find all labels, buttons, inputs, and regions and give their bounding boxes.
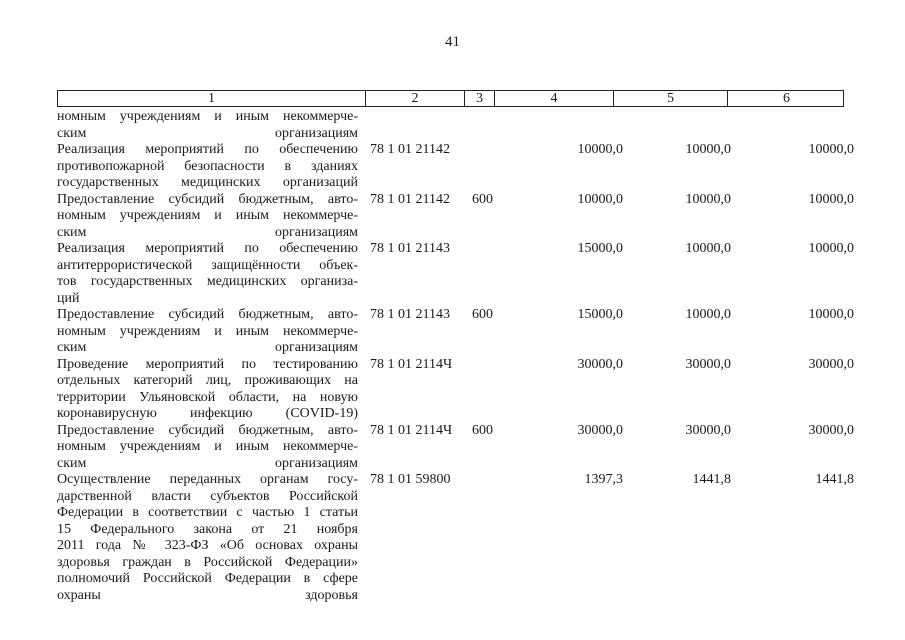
table-row [0,241,905,307]
row-name-line: 2011 года № 323-ФЗ «Об основах охраны [57,538,358,553]
row-value-col6 [742,109,854,142]
row-name-line: ций [57,290,80,306]
row-name [57,192,358,242]
row-value-col4: 15000,0 [577,307,623,322]
row-code: 78 1 01 21143 [370,307,450,322]
row-value-col4: 1397,3 [584,472,623,487]
row-name-line: номным учреждениям и иным некоммерче- [57,208,358,223]
row-name-line: дарственной власти субъектов Российской [57,488,358,504]
row-expense-type: 600 [472,422,493,438]
row-expense-type [468,241,504,307]
row-expense-type [468,109,504,142]
row-value-col4: 10000,0 [577,142,623,157]
table-row [0,109,905,142]
table-body [0,109,905,604]
row-name-line: Реализация мероприятий по обеспечению [57,241,358,256]
row-value-col6: 10000,0 [808,142,854,157]
row-name-line: ским организациям [57,455,358,471]
row-value-col6: 10000,0 [808,307,854,322]
row-value-col6: 1441,8 [815,472,854,487]
row-value-col4: 30000,0 [577,356,623,372]
header-cell: 5 [613,91,727,106]
row-name [57,142,358,192]
row-value-col5: 1441,8 [692,472,731,487]
row-value-col4: 30000,0 [577,422,623,438]
header-cell: 2 [365,91,464,106]
row-name-line: номным учреждениям и иным некоммерче- [57,323,358,339]
row-name-line: ским организациям [57,224,358,240]
row-value-col5: 30000,0 [685,422,731,438]
row-code [370,109,468,142]
row-value-col5: 10000,0 [685,307,731,322]
table-row [0,423,905,473]
row-value-col6: 30000,0 [808,422,854,438]
row-name-line: тов государственных медицинских организа- [57,274,358,289]
row-value-col5: 10000,0 [685,142,731,157]
row-value-col5: 30000,0 [685,356,731,372]
row-name-line: охраны здоровья [57,587,358,603]
row-name-line: антитеррористической защищённости объек- [57,257,358,273]
row-name-line: государственных медицинских организаций [57,175,358,190]
row-expense-type [468,142,504,192]
row-name-line: отдельных категорий лиц, проживающих на [57,373,358,388]
row-name [57,423,358,473]
row-code: 78 1 01 2114Ч [370,422,453,438]
row-name-line: ским организациям [57,125,358,141]
row-name-line: коронавирусную инфекцию (COVID-19) [57,406,358,421]
row-name-line: 15 Федерального закона от 21 ноября [57,521,358,537]
row-value-col4: 15000,0 [577,241,623,256]
row-value-col5 [623,109,742,142]
row-code: 78 1 01 21143 [370,241,450,256]
row-value-col6: 30000,0 [808,356,854,372]
row-name-line: Реализация мероприятий по обеспечению [57,142,358,157]
header-cell: 1 [208,91,215,106]
row-expense-type: 600 [472,307,493,322]
row-expense-type: 600 [472,191,493,207]
row-name-line: ским организациям [57,340,358,355]
header-cell: 6 [727,91,845,106]
table-row [0,472,905,604]
row-name [57,472,358,604]
row-code: 78 1 01 21142 [370,142,450,157]
row-value-col5: 10000,0 [685,191,731,207]
page-number: 41 [445,34,460,50]
row-name-line: Предоставление субсидий бюджетным, авто- [57,307,358,322]
header-cell: 4 [494,91,613,106]
row-expense-type [468,357,504,423]
row-name-line: Предоставление субсидий бюджетным, авто- [57,191,358,207]
row-name-line: противопожарной безопасности в зданиях [57,158,358,174]
row-name [57,357,358,423]
row-name-line: Федерации в соответствии с частью 1 статьи [57,505,358,520]
row-value-col6: 10000,0 [808,191,854,207]
row-value-col6: 10000,0 [808,241,854,256]
row-value-col4: 10000,0 [577,191,623,207]
row-value-col5: 10000,0 [685,241,731,256]
row-code: 78 1 01 59800 [370,472,451,487]
header-cell: 3 [464,91,494,106]
table-row [0,307,905,357]
table-row [0,357,905,423]
row-name-line: номным учреждениям и иным некоммерче- [57,109,358,124]
row-name-line: номным учреждениям и иным некоммерче- [57,439,358,454]
row-code: 78 1 01 2114Ч [370,356,453,372]
table-row [0,142,905,192]
row-name [57,109,358,142]
table-header-row [57,90,844,107]
row-name-line: Осуществление переданных органам госу- [57,472,358,487]
row-name-line: полномочий Российской Федерации в сфере [57,571,358,586]
row-expense-type [468,472,504,604]
row-name-line: здоровья граждан в Российской Федерации» [57,554,358,570]
row-name [57,241,358,307]
row-name [57,307,358,357]
row-name-line: территории Ульяновской области, на новую [57,389,358,405]
row-name-line: Предоставление субсидий бюджетным, авто- [57,422,358,438]
row-code: 78 1 01 21142 [370,191,450,207]
row-value-col4 [504,109,623,142]
row-name-line: Проведение мероприятий по тестированию [57,356,358,372]
table-row [0,192,905,242]
